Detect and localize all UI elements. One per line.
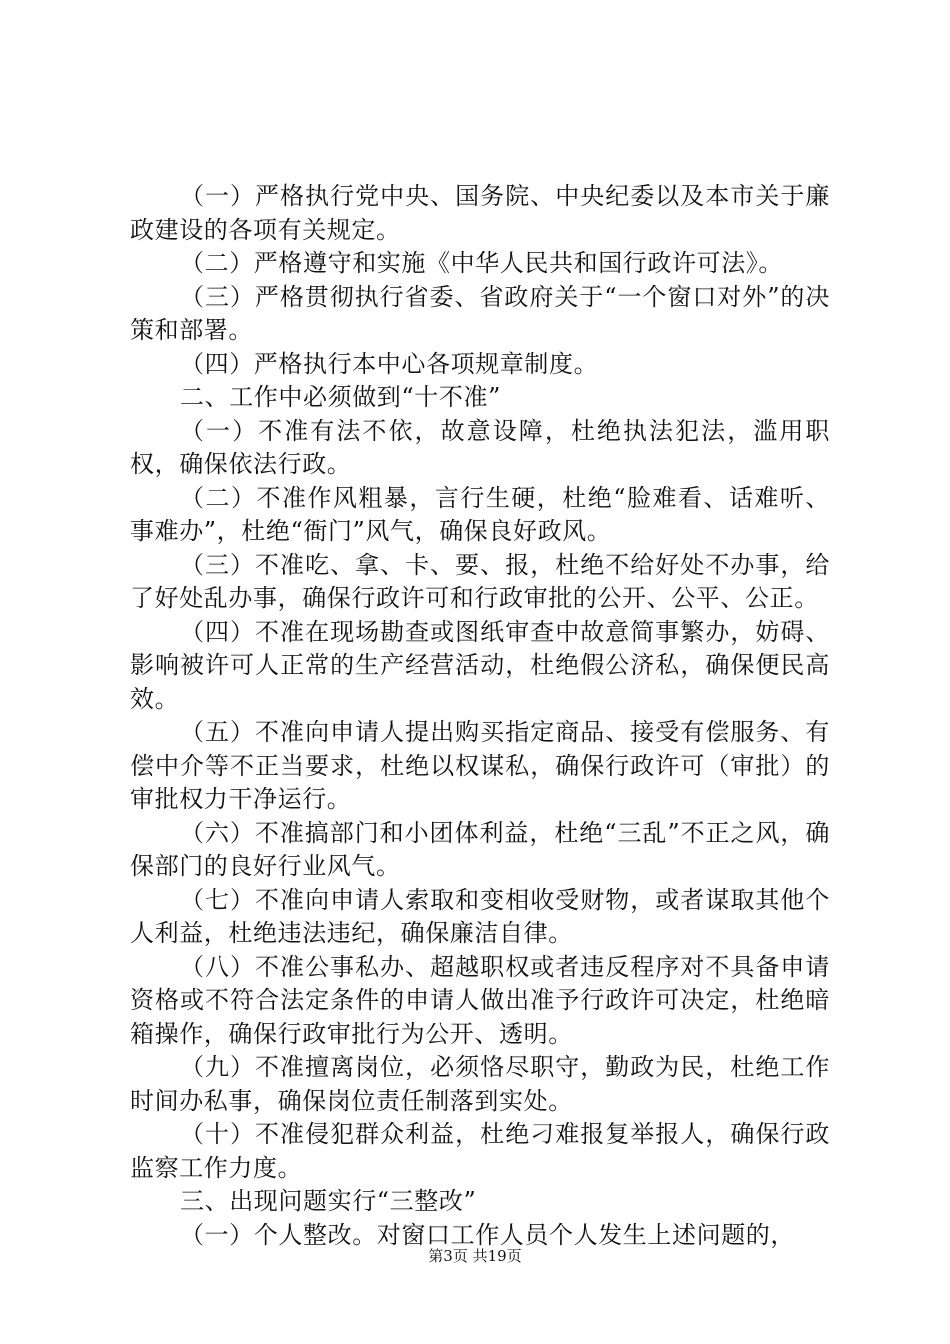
paragraph: （四）严格执行本中心各项规章制度。 — [180, 349, 599, 378]
paragraph: （四）不准在现场勘查或图纸审查中故意简事繁办，妨碍、影响被许可人正常的生产经营活动，杜绝假公济私，确保便民高效。 — [130, 617, 830, 713]
paragraph: （九）不准擅离岗位，必须恪尽职守，勤政为民，杜绝工作时间办私事，确保岗位责任制落到实处。 — [130, 1053, 830, 1115]
paragraph: （十）不准侵犯群众利益，杜绝刁难报复举报人，确保行政监察工作力度。 — [130, 1120, 830, 1182]
paragraph: （一）严格执行党中央、国务院、中央纪委以及本市关于廉政建设的各项有关规定。 — [130, 182, 830, 244]
paragraph: （六）不准搞部门和小团体利益，杜绝“三乱”不正之风，确保部门的良好行业风气。 — [130, 818, 830, 880]
page-number-footer: 第3页 共19页 — [428, 1247, 522, 1265]
paragraph: （一）不准有法不依，故意设障，杜绝执法犯法，滥用职权，确保依法行政。 — [130, 416, 830, 478]
paragraph: （八）不准公事私办、超越职权或者违反程序对不具备申请资格或不符合法定条件的申请人做出准予行政许可决定，杜绝暗箱操作，确保行政审批行为公开、透明。 — [130, 952, 830, 1048]
paragraph: （一）个人整改。对窗口工作人员个人发生上述问题的， — [180, 1220, 795, 1249]
paragraph: （七）不准向申请人索取和变相收受财物，或者谋取其他个人利益，杜绝违法违纪，确保廉洁自律。 — [130, 885, 830, 947]
paragraph: （三）不准吃、拿、卡、要、报，杜绝不给好处不办事，给了好处乱办事，确保行政许可和行政审批的公开、公平、公正。 — [130, 550, 830, 612]
document-body — [130, 180, 830, 1252]
section-heading: 三、出现问题实行“三整改” — [180, 1187, 477, 1215]
paragraph: （二）不准作风粗暴，言行生硬，杜绝“脸难看、话难听、事难办”，杜绝“衙门”风气，确保良好政风。 — [130, 483, 830, 545]
section-heading: 二、工作中必须做到“十不准” — [180, 383, 501, 411]
paragraph: （五）不准向申请人提出购买指定商品、接受有偿服务、有偿中介等不正当要求，杜绝以权谋私，确保行政许可（审批）的审批权力干净运行。 — [130, 718, 830, 813]
paragraph: （三）严格贯彻执行省委、省政府关于“一个窗口对外”的决策和部署。 — [130, 282, 830, 344]
paragraph: （二）严格遵守和实施《中华人民共和国行政许可法》。 — [180, 249, 783, 277]
